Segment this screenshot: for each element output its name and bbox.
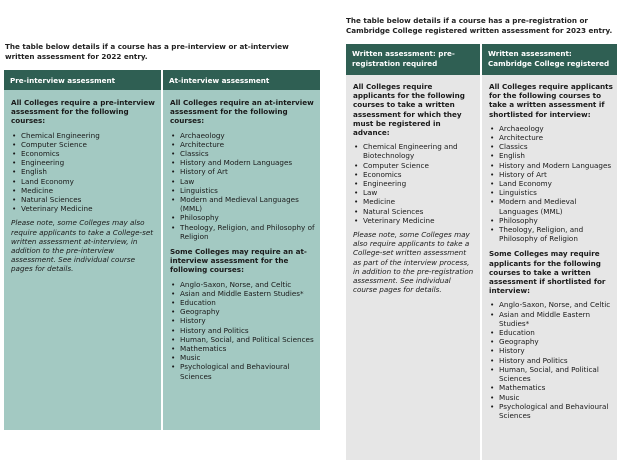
column-divider [161, 70, 163, 430]
course-list [11, 131, 157, 214]
list-item: • History [170, 316, 316, 325]
list-item: • Medicine [353, 197, 476, 206]
list-item: • Architecture [170, 140, 316, 149]
pre-interview-header: Pre-interview assessment [4, 70, 161, 90]
list-item: • Computer Science [11, 140, 157, 149]
right-intro-text: The table below details if a course has a pre-registration or Cambridge College registered written assessment for 2023 entry. [346, 16, 613, 35]
course-list-secondary [489, 300, 615, 420]
list-item: • Psychological and Behavioural Sciences [489, 402, 615, 420]
list-item: • Natural Sciences [353, 207, 476, 216]
pre-interview-column [11, 98, 157, 274]
list-item: • Veterinary Medicine [11, 204, 157, 213]
list-item: • Asian and Middle Eastern Studies* [489, 310, 615, 328]
list-item: • Architecture [489, 133, 615, 142]
list-item: • Economics [353, 170, 476, 179]
at-interview-header: At-interview assessment [163, 70, 320, 90]
list-item: • Archaeology [489, 124, 615, 133]
list-item: • Geography [489, 337, 615, 346]
list-item: • History [489, 346, 615, 355]
list-item: • Mathematics [170, 344, 316, 353]
list-item: • Veterinary Medicine [353, 216, 476, 225]
college-registered-column [489, 82, 615, 425]
list-item: • Linguistics [170, 186, 316, 195]
column-note: Please note, some Colleges may also require applicants to take a College-set written assessment at-interview, in addition to the pre-interview assessment. See individual course pages for details. [11, 218, 154, 274]
list-item: • Economics [11, 149, 157, 158]
list-item: • Engineering [11, 158, 157, 167]
list-item: • Computer Science [353, 161, 476, 170]
list-item: • Classics [489, 142, 615, 151]
list-item: • Music [170, 353, 316, 362]
column-note: Please note, some Colleges may also require applicants to take a College-set written assessment as part of the interview process, in addition to the pre-registration assessment. See individual course pages for details. [353, 230, 474, 295]
list-item: • Linguistics [489, 188, 615, 197]
column-lead: All Colleges require applicants for the following courses to take a written assessment for which they must be registered in advance: [353, 82, 465, 138]
college-registered-header: Written assessment: Cambridge College registered [482, 44, 617, 75]
list-item: • English [11, 167, 157, 176]
pre-registration-header: Written assessment: pre-registration required [346, 44, 480, 75]
list-item: • Medicine [11, 186, 157, 195]
column-lead: All Colleges require applicants for the following courses to take a written assessment if shortlisted for interview: [489, 82, 613, 119]
list-item: • Music [489, 393, 615, 402]
list-item: • Psychological and Behavioural Sciences [170, 362, 316, 380]
course-list [353, 142, 476, 225]
list-item: • Modern and Medieval Languages (MML) [170, 195, 316, 213]
list-item: • History and Modern Languages [170, 158, 316, 167]
list-item: • Law [170, 177, 316, 186]
list-item: • History of Art [489, 170, 615, 179]
list-item: • Asian and Middle Eastern Studies* [170, 289, 316, 298]
pre-registration-column [353, 82, 476, 294]
column-lead-secondary: Some Colleges may require an at-interview assessment for the following courses: [170, 247, 307, 275]
column-divider [480, 44, 482, 460]
list-item: • Education [170, 298, 316, 307]
list-item: • History and Modern Languages [489, 161, 615, 170]
list-item: • Classics [170, 149, 316, 158]
left-intro-text: The table below details if a course has a pre-interview or at-interview written assessment for 2022 entry. [5, 42, 289, 61]
list-item: • Education [489, 328, 615, 337]
list-item: • Engineering [353, 179, 476, 188]
list-item: • English [489, 151, 615, 160]
list-item: • Natural Sciences [11, 195, 157, 204]
list-item: • Land Economy [11, 177, 157, 186]
list-item: • Anglo-Saxon, Norse, and Celtic [170, 280, 316, 289]
list-item: • Philosophy [489, 216, 615, 225]
list-item: • History of Art [170, 167, 316, 176]
list-item: • Archaeology [170, 131, 316, 140]
left-assessment-table [4, 70, 320, 430]
list-item: • Geography [170, 307, 316, 316]
list-item: • Mathematics [489, 383, 615, 392]
list-item: • Human, Social, and Political Sciences [489, 365, 615, 383]
column-lead-secondary: Some Colleges may require applicants for the following courses to take a written assessment if shortlisted for interview: [489, 249, 606, 296]
at-interview-column [170, 98, 316, 386]
list-item: • History and Politics [170, 326, 316, 335]
column-lead: All Colleges require an at-interview assessment for the following courses: [170, 98, 314, 126]
course-list [489, 124, 615, 244]
course-list-secondary [170, 280, 316, 381]
list-item: • Chemical Engineering [11, 131, 157, 140]
list-item: • Modern and Medieval Languages (MML) [489, 197, 615, 215]
list-item: • Land Economy [489, 179, 615, 188]
list-item: • Chemical Engineering and Biotechnology [353, 142, 476, 160]
list-item: • Theology, Religion, and Philosophy of Religion [489, 225, 615, 243]
column-lead: All Colleges require a pre-interview assessment for the following courses: [11, 98, 155, 126]
list-item: • Law [353, 188, 476, 197]
right-assessment-table [346, 44, 617, 460]
list-item: • Human, Social, and Political Sciences [170, 335, 316, 344]
list-item: • History and Politics [489, 356, 615, 365]
list-item: • Philosophy [170, 213, 316, 222]
list-item: • Anglo-Saxon, Norse, and Celtic [489, 300, 615, 309]
course-list [170, 131, 316, 241]
list-item: • Theology, Religion, and Philosophy of Religion [170, 223, 316, 241]
